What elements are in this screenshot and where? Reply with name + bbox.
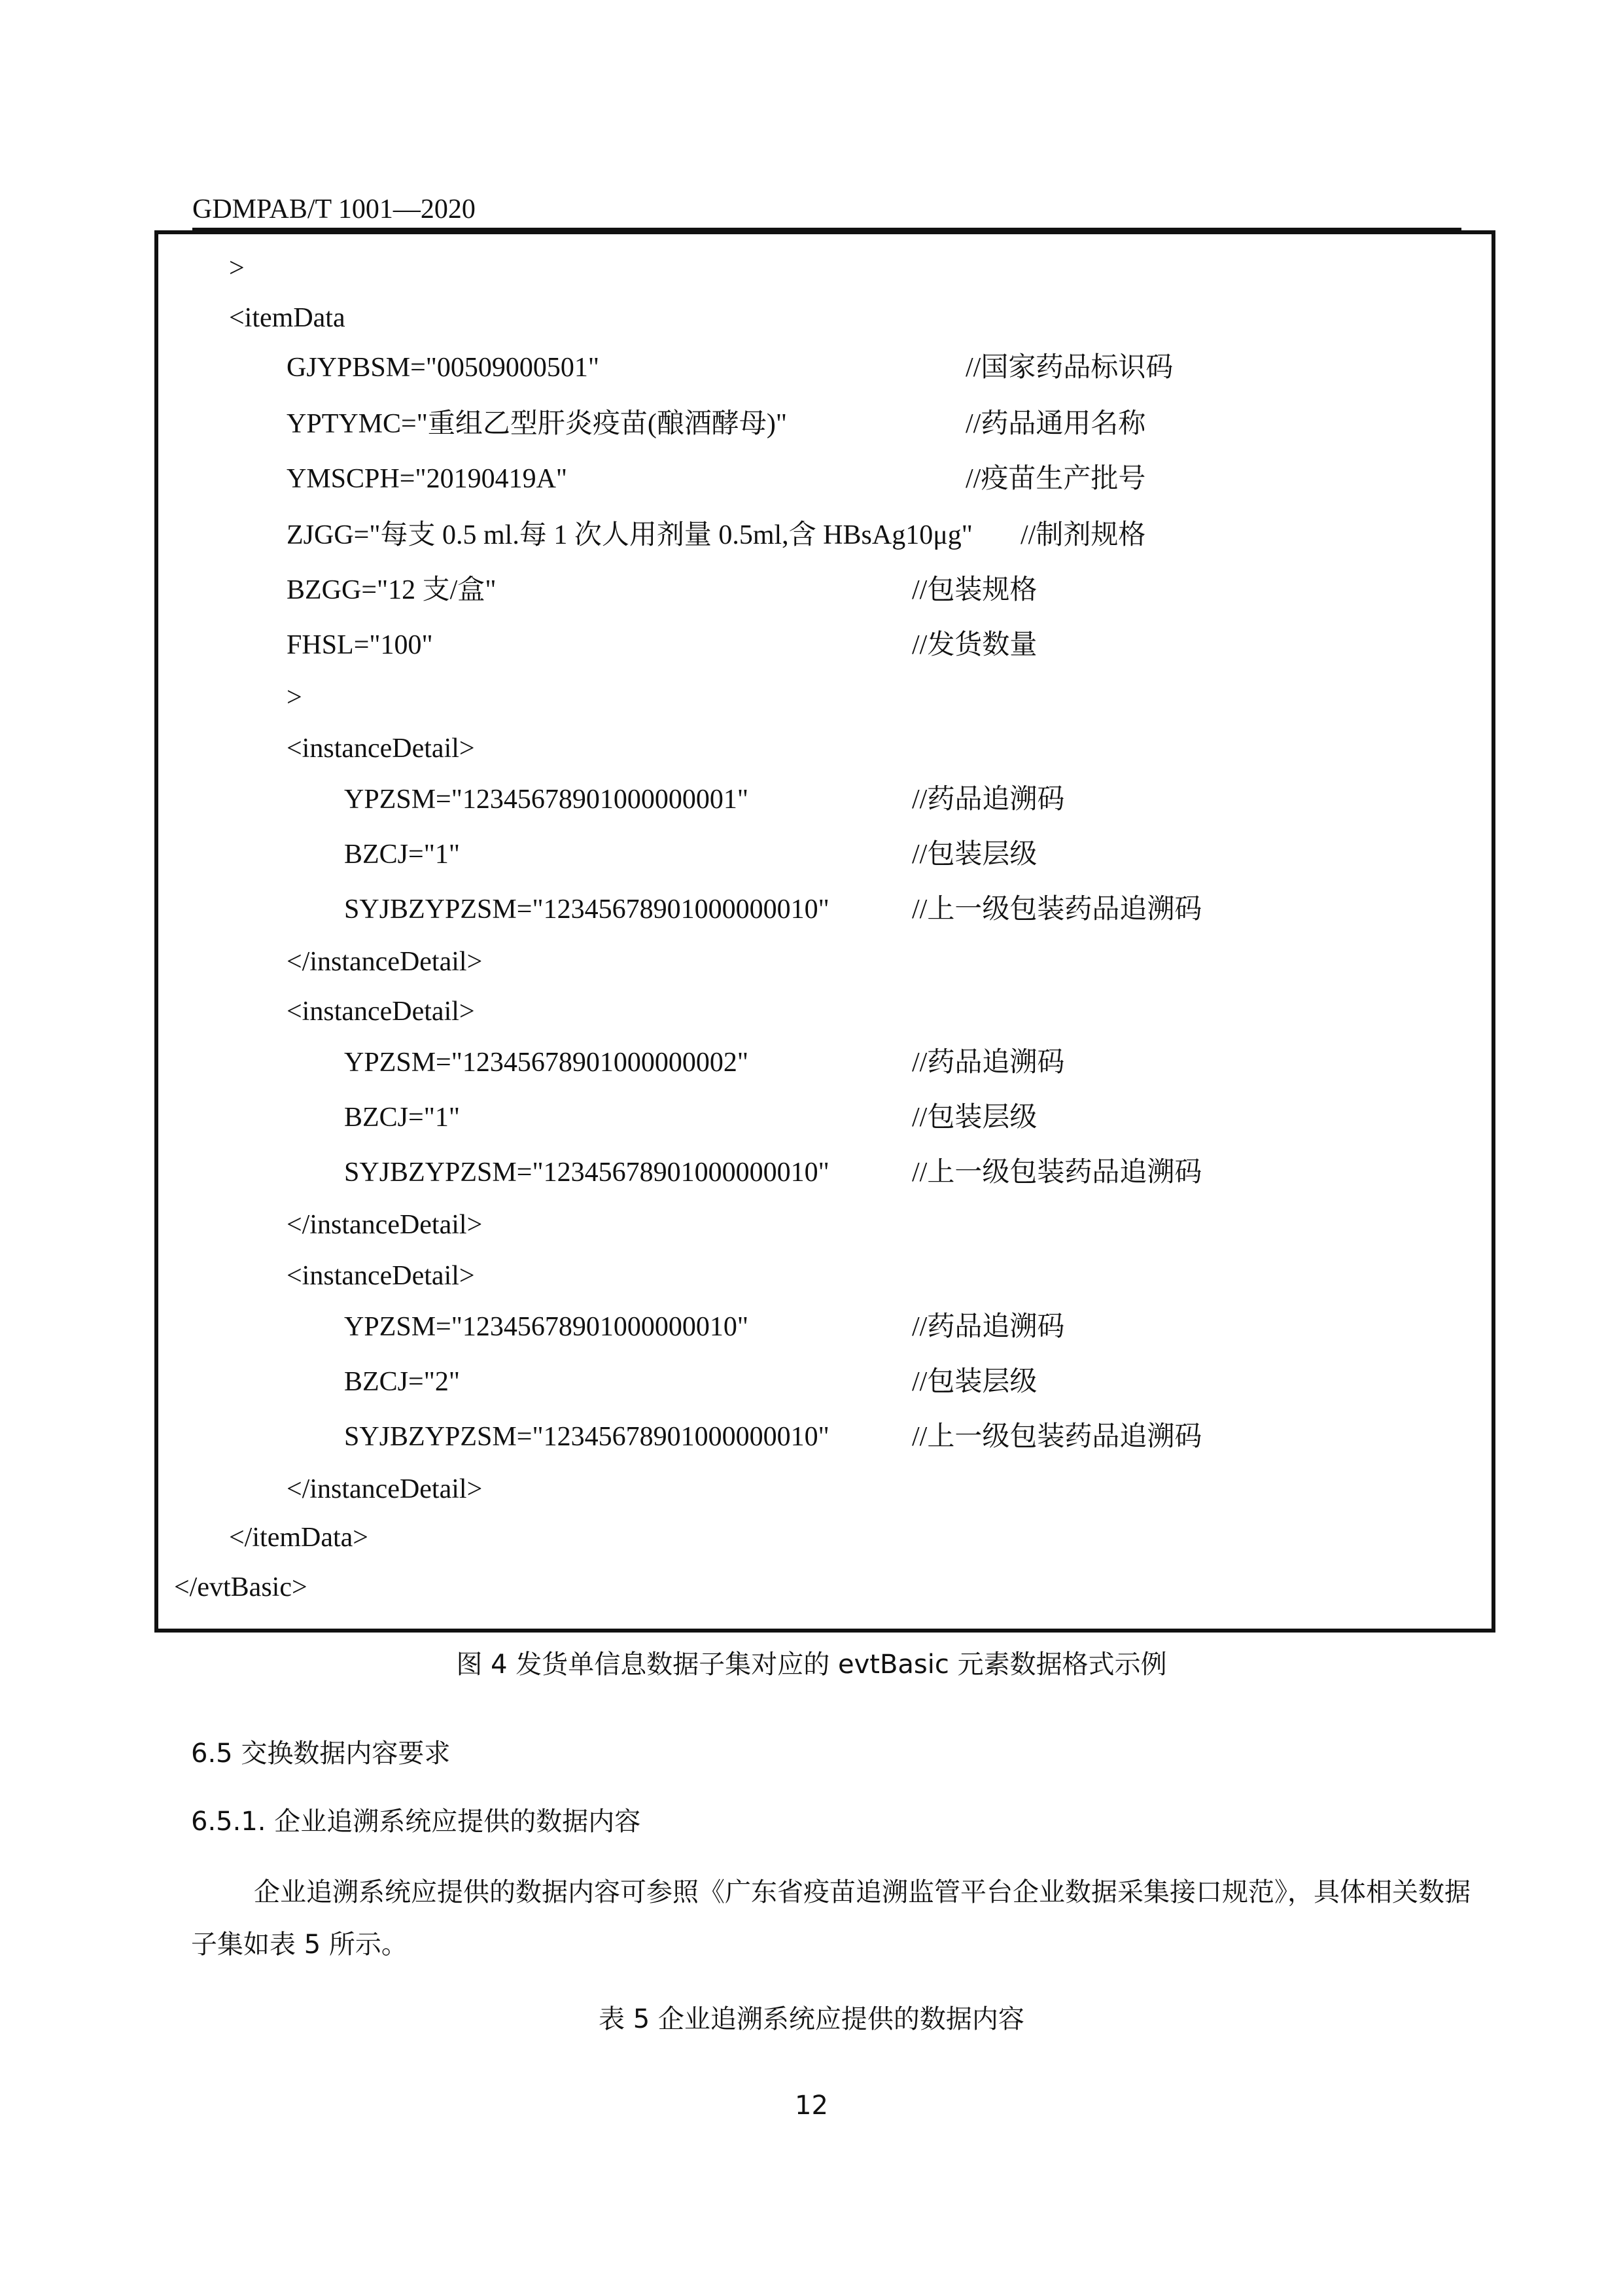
code-comment: //包装层级 bbox=[912, 1103, 1038, 1133]
code-line: </itemData> bbox=[229, 1523, 368, 1553]
code-line: YPZSM="12345678901000000010" bbox=[344, 1312, 749, 1342]
code-line: <itemData bbox=[229, 303, 345, 333]
code-comment: //发货数量 bbox=[912, 630, 1038, 660]
code-comment: //包装规格 bbox=[912, 575, 1038, 605]
section-heading-6-5: 6.5 交换数据内容要求 bbox=[191, 1739, 451, 1769]
code-line: <instanceDetail> bbox=[287, 1261, 475, 1291]
code-line: <instanceDetail> bbox=[287, 733, 475, 764]
document-id-header: GDMPAB/T 1001—2020 bbox=[192, 194, 476, 224]
code-line: BZCJ="1" bbox=[344, 839, 461, 870]
section-heading-6-5-1: 6.5.1. 企业追溯系统应提供的数据内容 bbox=[191, 1807, 641, 1837]
code-line: YPTYMC="重组乙型肝炎疫苗(酿酒酵母)" bbox=[287, 409, 787, 439]
code-line: GJYPBSM="00509000501" bbox=[287, 353, 600, 383]
code-line: </instanceDetail> bbox=[287, 1474, 483, 1504]
code-comment: //药品追溯码 bbox=[912, 1312, 1065, 1342]
code-example-box bbox=[154, 230, 1495, 1633]
code-comment: //包装层级 bbox=[912, 1367, 1038, 1397]
code-comment: //疫苗生产批号 bbox=[966, 464, 1146, 494]
figure-caption: 图 4 发货单信息数据子集对应的 evtBasic 元素数据格式示例 bbox=[456, 1650, 1167, 1680]
code-line: FHSL="100" bbox=[287, 630, 433, 660]
code-comment: //上一级包装药品追溯码 bbox=[912, 1157, 1202, 1188]
code-comment: //上一级包装药品追溯码 bbox=[912, 1422, 1202, 1452]
code-line: <instanceDetail> bbox=[287, 997, 475, 1027]
code-line: </evtBasic> bbox=[174, 1572, 307, 1602]
code-line: ZJGG="每支 0.5 ml.每 1 次人用剂量 0.5ml,含 HBsAg10μg" bbox=[287, 520, 973, 550]
code-comment: //药品通用名称 bbox=[966, 409, 1146, 439]
code-line: BZCJ="1" bbox=[344, 1103, 461, 1133]
code-line: YPZSM="12345678901000000002" bbox=[344, 1048, 749, 1078]
code-line: </instanceDetail> bbox=[287, 947, 483, 977]
table-caption: 表 5 企业追溯系统应提供的数据内容 bbox=[599, 2004, 1024, 2034]
code-line: > bbox=[229, 253, 245, 283]
code-line: SYJBZYPZSM="12345678901000000010" bbox=[344, 1422, 829, 1452]
code-line: YPZSM="12345678901000000001" bbox=[344, 785, 749, 815]
code-comment: //药品追溯码 bbox=[912, 1048, 1065, 1078]
body-paragraph: 企业追溯系统应提供的数据内容可参照《广东省疫苗追溯监管平台企业数据采集接口规范》，具体相关数据子集如表 5 所示。 bbox=[191, 1877, 1471, 1960]
code-comment: //制剂规格 bbox=[1021, 520, 1146, 550]
code-line: BZCJ="2" bbox=[344, 1367, 461, 1397]
code-line: </instanceDetail> bbox=[287, 1210, 483, 1240]
page-number: 12 bbox=[795, 2091, 828, 2121]
code-comment: //包装层级 bbox=[912, 839, 1038, 870]
code-line: SYJBZYPZSM="12345678901000000010" bbox=[344, 1157, 829, 1188]
code-comment: //国家药品标识码 bbox=[966, 353, 1174, 383]
code-comment: //药品追溯码 bbox=[912, 785, 1065, 815]
code-line: > bbox=[287, 682, 302, 713]
code-line: BZGG="12 支/盒" bbox=[287, 575, 497, 605]
code-line: SYJBZYPZSM="12345678901000000010" bbox=[344, 894, 829, 925]
code-line: YMSCPH="20190419A" bbox=[287, 464, 568, 494]
code-comment: //上一级包装药品追溯码 bbox=[912, 894, 1202, 925]
